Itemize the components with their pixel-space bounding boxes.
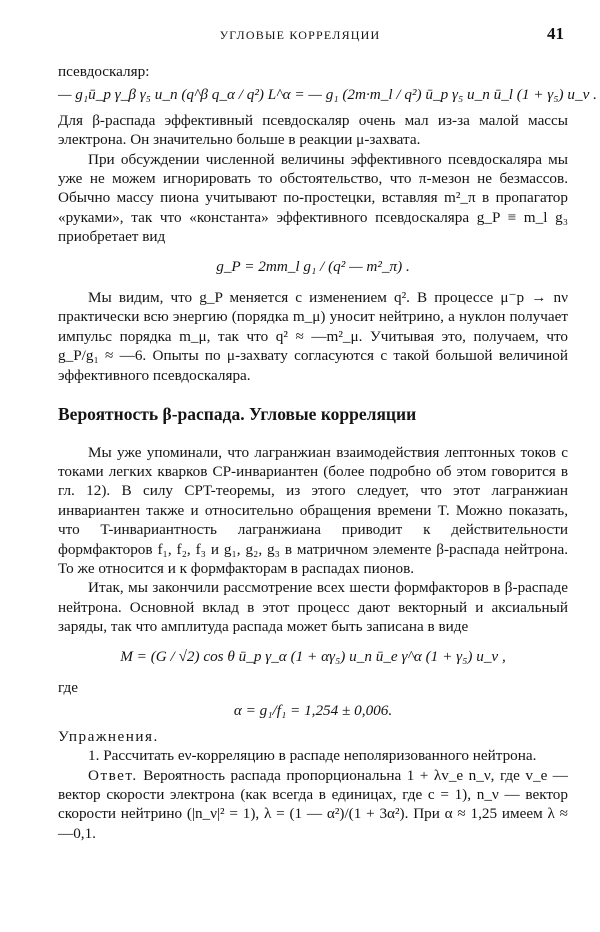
running-head [0, 24, 600, 46]
paragraph-amplitude: Итак, мы закончили рассмотрение всех шести формфакторов в β-распаде нейтрона. Основной вклад в этот процесс дают векторный и аксиальный заряды, так что амплитуда распада может быть записана в виде [58, 579, 568, 636]
paragraph-pseudoscalar-intro: псевдоскаляр: [58, 63, 150, 80]
formula-alpha: α = g₁/f₁ = 1,254 ± 0,006. [233, 702, 393, 720]
answer-text: Вероятность распада пропорциональна 1 + λv_e n_ν, где v_e — вектор скорости электрона (как всегда в единицах, где c = 1), n_ν — вектор скорости нейтрино (|n_ν|² = 1), λ = (1 — α²)/(1 + 3α²). При α ≈ 1,25 имеем λ ≈ —0,1. [58, 766, 568, 842]
answer-paragraph [58, 766, 568, 844]
section-heading: Вероятность β-распада. Угловые корреляции [58, 404, 417, 425]
running-title: УГЛОВЫЕ КОРРЕЛЯЦИИ [219, 28, 381, 42]
paragraph-beta-decay-note: Для β-распада эффективный псевдоскаляр очень мал из-за малой массы электрона. Он значительно больше в реакции μ-захвата. [58, 111, 568, 149]
formula-gp: g_P = 2mm_l g₁ / (q² — m²_π) . [216, 257, 410, 275]
exercises-label: Упражнения. [58, 727, 159, 745]
paragraph-pion-mass: При обсуждении численной величины эффективного псевдоскаляра мы уже не можем игнорировать то обстоятельство, что π-мезон не безмассов. Обычно массу пиона учитывают по-простецки, вставляя m²_π в пропагатор «руками», так что «константа» эффективного псевдоскаляра g_P ≡ m_l g₃ приобретает вид [58, 150, 568, 246]
formula-amplitude: M = (G / √2) cos θ ū_p γ_α (1 + αγ₅) u_n ū_e γ^α (1 + γ₅) u_ν , [120, 647, 506, 665]
answer-label: Ответ. [88, 766, 138, 784]
paragraph-cp-invariance: Мы уже упоминали, что лагранжиан взаимодействия лептонных токов с токами легких кварков CP-инвариантен (более подробно об этом говорится в гл. 12). В силу CPT-теоремы, из этого следует, что этот лагранжиан инвариантен также и относительно обращения времени T. Можно показать, что T-инвариантность лагранжиана приводит к действительности формфакторов f₁, f₂, f₃ и g₁, g₂, g₃ в матричном элементе β-распада нейтрона. То же относится и к формфакторам в распадах пионов. [58, 443, 568, 577]
exercise-1: 1. Рассчитать eν-корреляцию в распаде неполяризованного нейтрона. [88, 747, 537, 765]
paragraph-mu-capture: Мы видим, что g_P меняется с изменением q². В процессе μ⁻p → nν практически всю энергию (порядка m_μ) уносит нейтрино, а нуклон получает импульс порядка m_μ, так что q² ≈ —m²_μ. Учитывая это, получаем, что g_P/g₁ ≈ —6. Опыты по μ-захвату согласуются с такой большой величиной эффективного псевдоскаляра. [58, 289, 568, 384]
formula-pseudoscalar-term: — g₁ū_p γ_β γ₅ u_n (q^β q_α / q²) L^α = — g₁ (2m·m_l / q²) ū_p γ₅ u_n ū_l (1 + γ₅) u_ν . [58, 86, 597, 104]
body-text [58, 62, 597, 843]
page-number: 41 [547, 24, 564, 43]
paragraph-where: где [58, 678, 78, 696]
